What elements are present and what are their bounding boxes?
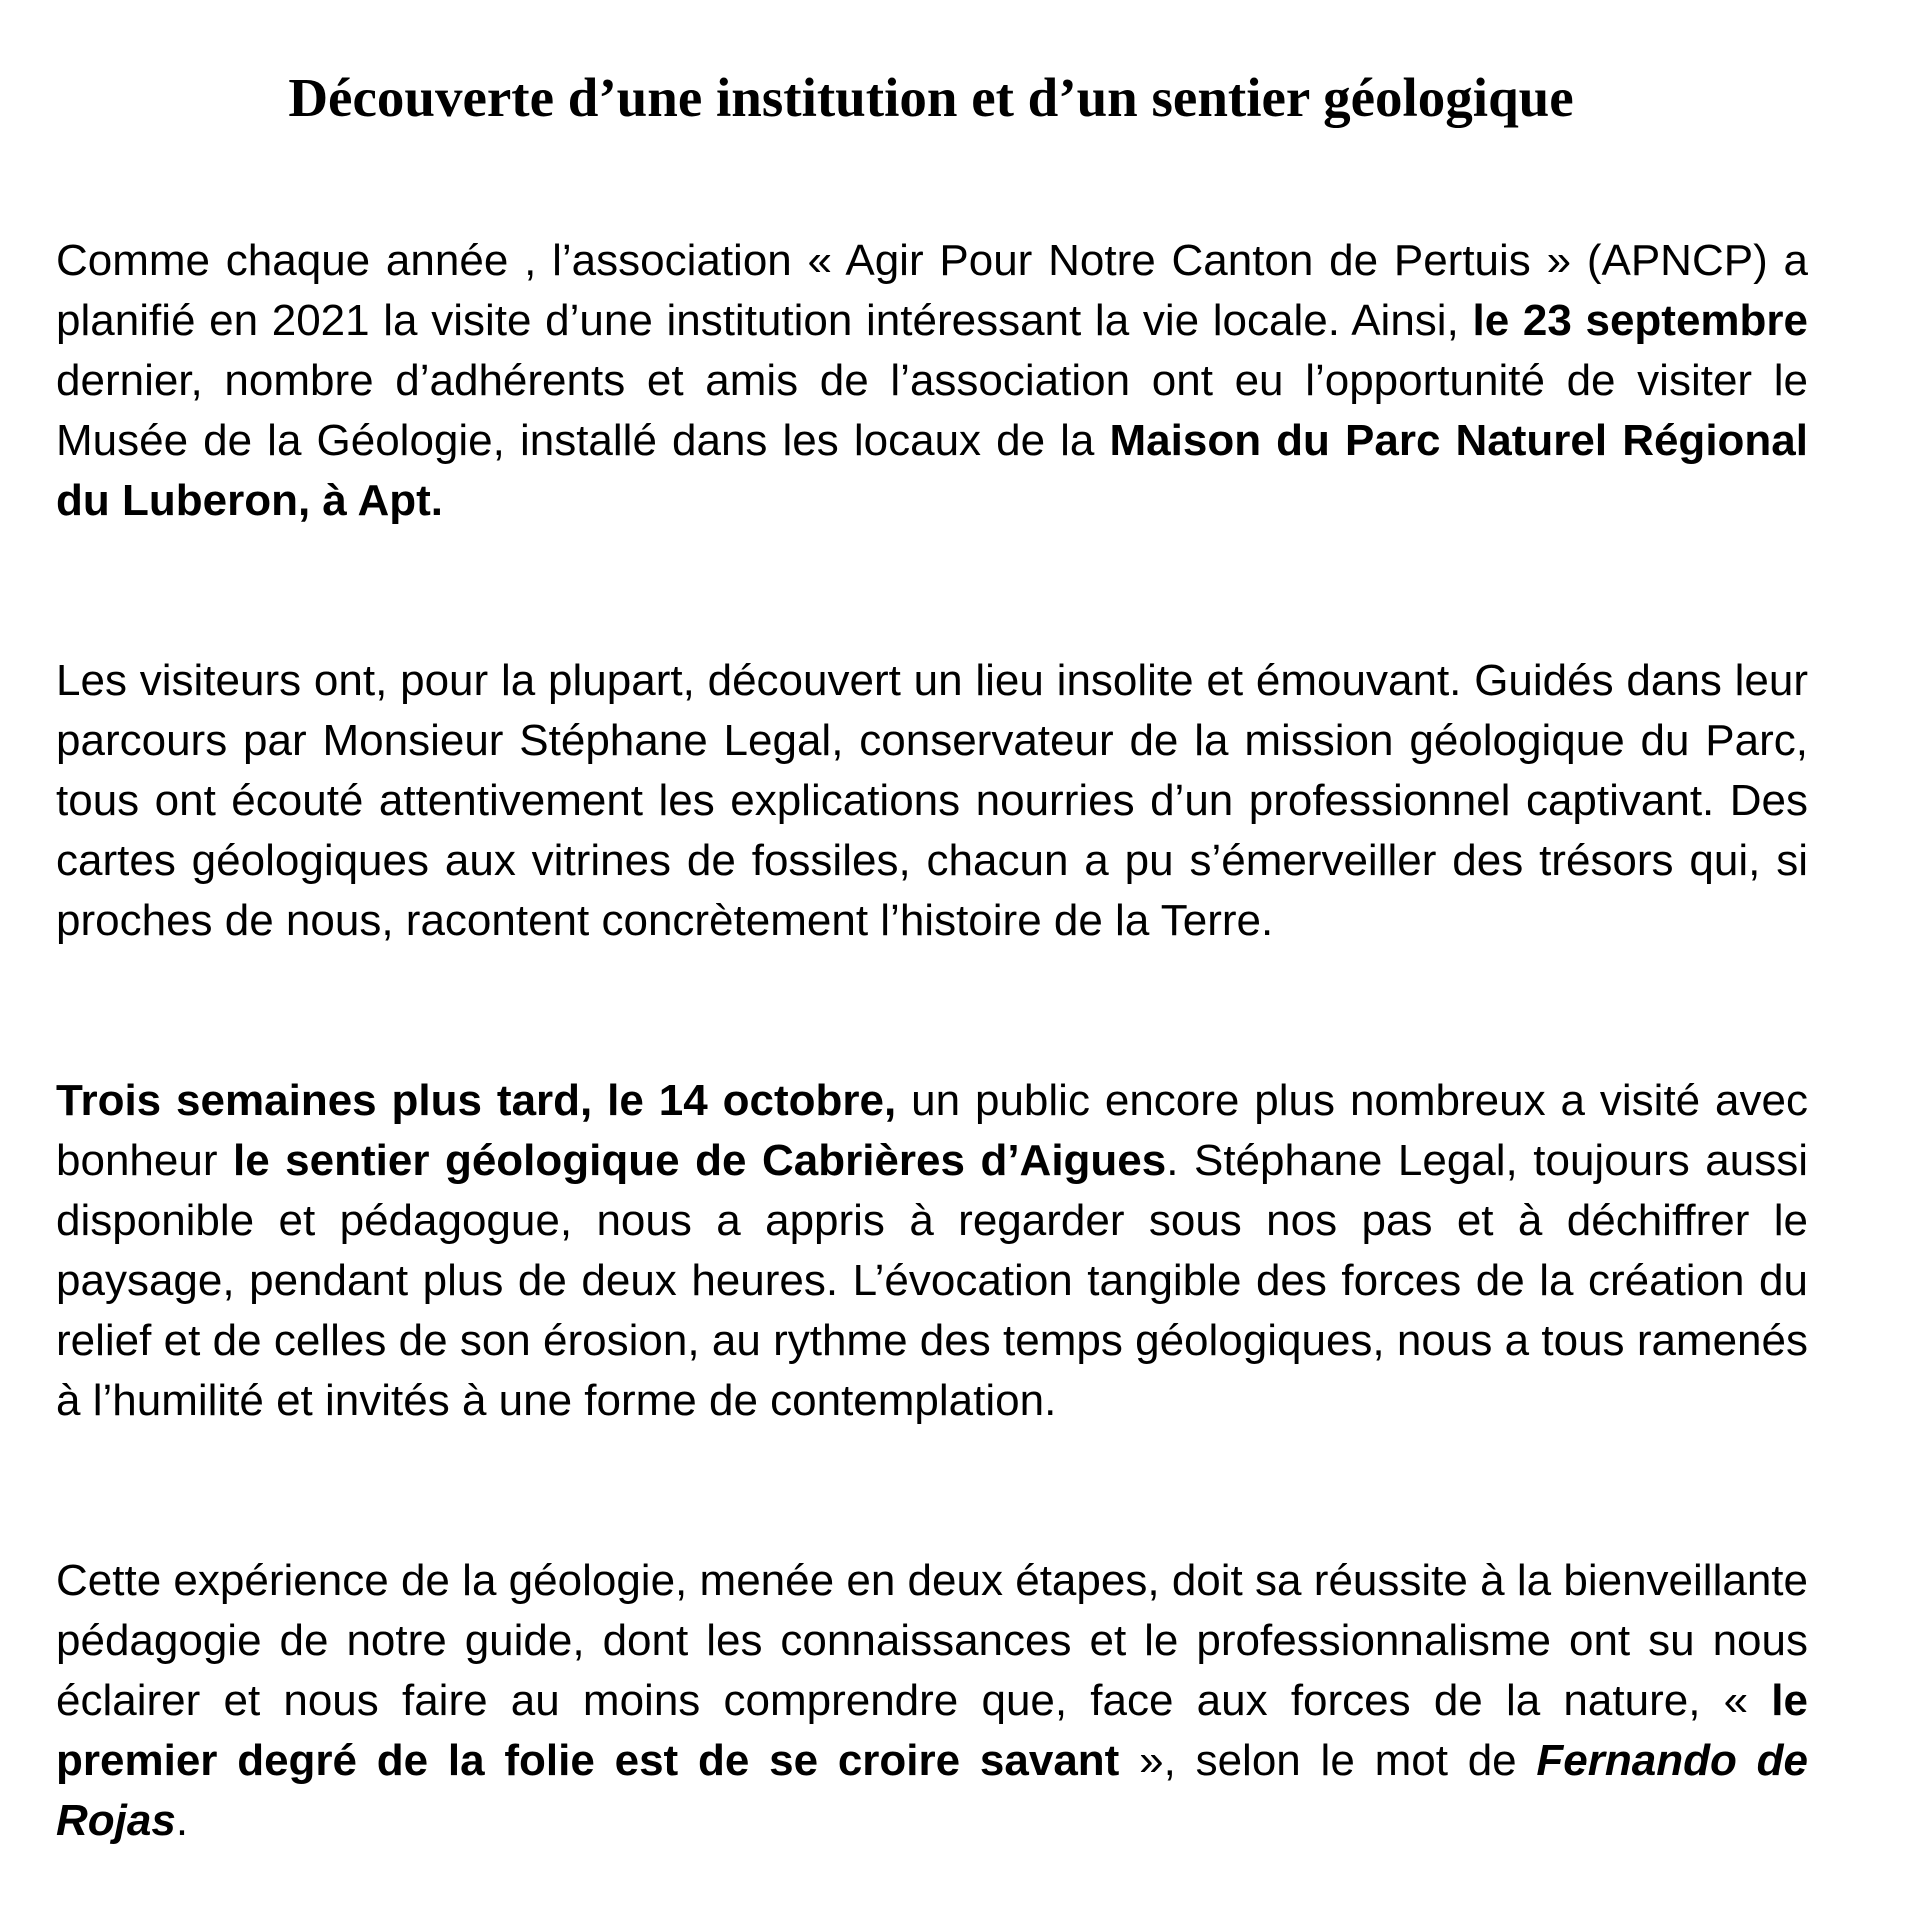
- paragraph-3-bold-trail: le sentier géologique de Cabrières d’Aigues: [232, 1136, 1167, 1185]
- paragraph-gap: [56, 951, 1808, 1071]
- paragraph-4-text-c: », selon le mot de: [1119, 1736, 1537, 1785]
- paragraph-1-bold-date: le 23 septembre: [1472, 296, 1809, 345]
- paragraph-3-text-b: un public encore plus nombreux a visité avec bonheur: [56, 1076, 1808, 1185]
- paragraph-gap: [56, 1431, 1808, 1551]
- paragraph-3: [56, 1071, 1808, 1431]
- paragraph-1-bold-location: Maison du Parc Naturel Régional du Luberon, à Apt.: [56, 416, 1808, 525]
- paragraph-1-text-c: dernier, nombre d’adhérents et amis de l’association ont eu l’opportunité de visiter le Musée de la Géologie, installé dans les locaux de la: [56, 356, 1808, 465]
- paragraph-4-bold-quote: le premier degré de la folie est de se croire savant: [56, 1676, 1808, 1785]
- paragraph-4-text-e: .: [175, 1796, 189, 1845]
- paragraph-2-text: Les visiteurs ont, pour la plupart, découvert un lieu insolite et émouvant. Guidés dans leur parcours par Monsieur Stéphane Legal, conservateur de la mission géologique du Parc, tous ont écouté attentivement les explications nourries d’un professionnel captivant. Des cartes géologiques aux vitrines de fossiles, chacun a pu s’émerveiller des trésors qui, si proches de nous, racontent concrètement l’histoire de la Terre.: [56, 656, 1808, 945]
- paragraph-1-text-a: Comme chaque année , l’association « Agir Pour Notre Canton de Pertuis » (APNCP) a planifié en 2021 la visite d’une institution intéressant la vie locale. Ainsi,: [56, 236, 1808, 345]
- paragraph-3-text-d: . Stéphane Legal, toujours aussi disponible et pédagogue, nous a appris à regarder sous nos pas et à déchiffrer le paysage, pendant plus de deux heures. L’évocation tangible des forces de la création du relief et de celles de son érosion, au rythme des temps géologiques, nous a tous ramenés à l’humilité et invités à une forme de contemplation.: [56, 1136, 1809, 1425]
- paragraph-1: [56, 231, 1808, 531]
- paragraph-gap: [56, 531, 1808, 651]
- paragraph-4-text-a: Cette expérience de la géologie, menée en deux étapes, doit sa réussite à la bienveillante pédagogie de notre guide, dont les connaissances et le professionnalisme ont su nous éclairer et nous faire au moins comprendre que, face aux forces de la nature, «: [56, 1556, 1808, 1725]
- paragraph-4: [56, 1551, 1808, 1851]
- document-title: Découverte d’une institution et d’un sentier géologique: [288, 67, 1574, 128]
- document-body: [56, 231, 1808, 1851]
- paragraph-4-author: Fernando de Rojas: [56, 1736, 1808, 1845]
- paragraph-3-bold-date: Trois semaines plus tard, le 14 octobre,: [56, 1076, 897, 1125]
- paragraph-2: [56, 651, 1808, 951]
